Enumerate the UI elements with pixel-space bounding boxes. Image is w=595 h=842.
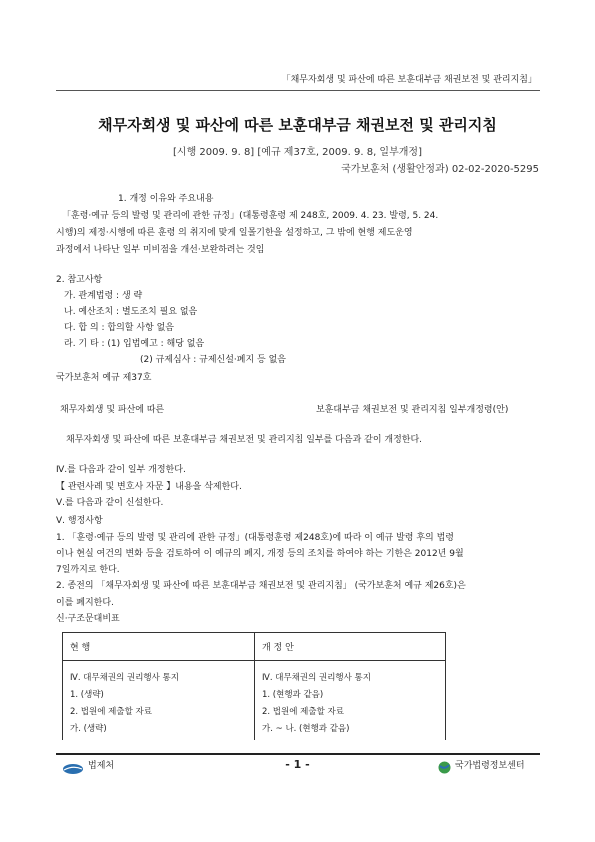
- section1-line2: 시행)의 제정·시행에 따른 훈령 의 취지에 맞게 일몰기한을 설정하고, 그 밖에 현행 제도운영: [56, 228, 413, 238]
- ministry-contact: 국가보훈처 (생활안정과) 02-02-2020-5295: [341, 164, 539, 175]
- section2-item-na: 나. 예산조치 : 별도조치 필요 없음: [64, 307, 198, 317]
- decree-number: 국가보훈처 예규 제37호: [56, 373, 152, 383]
- section2-item-ga: 가. 관계법령 : 생 략: [64, 291, 143, 301]
- amend-line-4: Ⅴ. 행정사항: [56, 516, 103, 526]
- amend-line-1: Ⅳ.를 다음과 같이 일부 개정한다.: [56, 465, 186, 475]
- table-cell-old: Ⅳ. 대무채권의 권리행사 통지: [70, 673, 179, 683]
- amend-line-7: 7일까지로 한다.: [56, 565, 120, 575]
- table-cell-new: 2. 법원에 제출할 자료: [262, 707, 344, 717]
- enforcement-info: [시행 2009. 9. 8] [예규 제37호, 2009. 9. 8, 일부개정]: [173, 147, 422, 158]
- amend-line-9: 이를 폐지한다.: [56, 598, 114, 608]
- header-rule: [56, 90, 540, 91]
- footer-right-label: 국가법령정보센터: [455, 761, 525, 771]
- table-left-border: [62, 632, 63, 740]
- amend-line-2: 【 관련사례 및 변호사 자문 】내용을 삭제한다.: [56, 482, 242, 492]
- section1-heading: 1. 개정 이유와 주요내용: [118, 194, 214, 204]
- comparison-table-caption: 신·구조문대비표: [56, 614, 120, 624]
- footer-rule: [56, 753, 540, 755]
- table-cell-old: 1. (생략): [70, 690, 104, 700]
- table-header-rule: [62, 660, 446, 661]
- table-cell-new: 1. (현행과 같음): [262, 690, 324, 700]
- section1-line3: 과정에서 나타난 일부 미비점을 개선·보완하려는 것임: [56, 245, 265, 255]
- document-title: 채무자회생 및 파산에 따른 보훈대부금 채권보전 및 관리지침: [98, 116, 497, 134]
- table-header-current: 현 행: [70, 643, 91, 653]
- section2-heading: 2. 참고사항: [56, 275, 103, 285]
- table-middle-border: [254, 632, 255, 740]
- section2-item-ra: 라. 기 타 : (1) 입법예고 : 해당 없음: [64, 339, 205, 349]
- amendment-title-right: 보훈대부금 채권보전 및 관리지침 일부개정령(안): [316, 405, 509, 415]
- amend-line-8: 2. 종전의 「채무자회생 및 파산에 따른 보훈대부금 채권보전 및 관리지침」 (국가보훈처 예규 제26호)은: [56, 581, 466, 591]
- table-right-border: [445, 632, 446, 740]
- table-cell-old: 가. (생략): [70, 724, 107, 734]
- section2-item-ra2: (2) 규제심사 : 규제신설·폐지 등 없음: [140, 355, 286, 365]
- amend-line-3: Ⅴ.를 다음과 같이 신설한다.: [56, 498, 164, 508]
- amendment-intro: 채무자회생 및 파산에 따른 보훈대부금 채권보전 및 관리지침 일부를 다음과 같이 개정한다.: [66, 435, 423, 445]
- amend-line-5: 1. 「훈령·예규 등의 발령 및 관리에 관한 규정」(대통령훈령 제248호)에 따라 이 예규 발령 후의 법령: [56, 533, 454, 543]
- running-title: 「채무자회생 및 파산에 따른 보훈대부금 채권보전 및 관리지침」: [281, 75, 537, 85]
- section1-line1: 「훈령·예규 등의 발령 및 관리에 관한 규정」(대통령훈령 제 248호, 2009. 4. 23. 발령, 5. 24.: [62, 211, 439, 221]
- footer-left-label: 법제처: [88, 761, 115, 771]
- table-cell-old: 2. 법원에 제출할 자료: [70, 707, 152, 717]
- law-info-center-logo-icon: [438, 759, 451, 772]
- page-number: - 1 -: [285, 758, 310, 771]
- table-cell-new: Ⅳ. 대무채권의 권리행사 통지: [262, 673, 371, 683]
- table-cell-new: 가. ~ 나. (현행과 같음): [262, 724, 350, 734]
- amendment-title-left: 채무자회생 및 파산에 따른: [60, 405, 165, 415]
- section2-item-da: 다. 합 의 : 합의할 사항 없음: [64, 323, 174, 333]
- amend-line-6: 이나 현실 여건의 변화 등을 검토하여 이 예규의 폐지, 개정 등의 조치를 하여야 하는 기한은 2012년 9월: [56, 549, 464, 559]
- table-header-proposed: 개 정 안: [262, 643, 294, 653]
